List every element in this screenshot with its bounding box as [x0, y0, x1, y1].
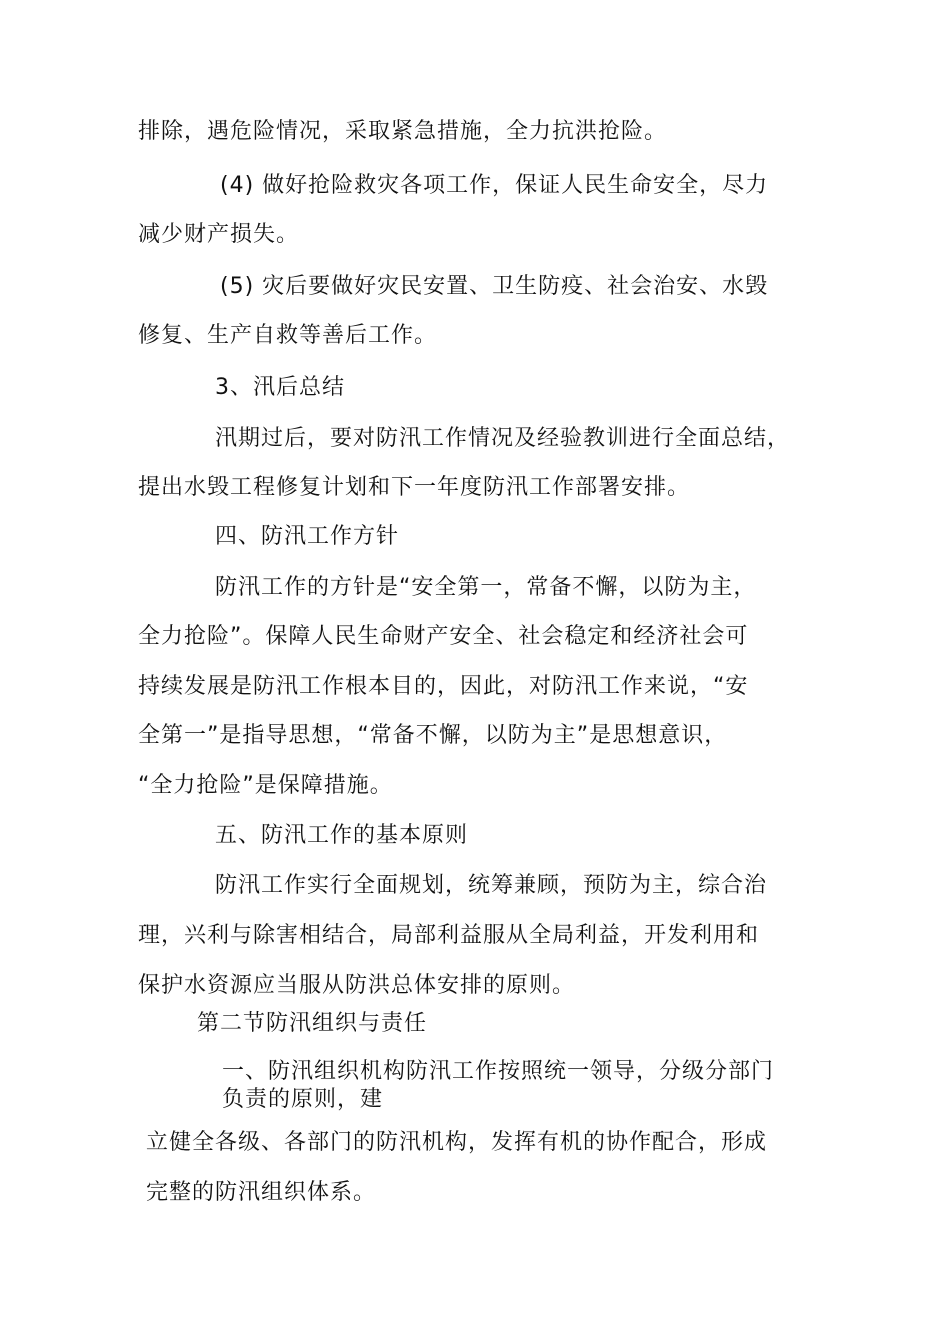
section-heading: 五、防汛工作的基本原则	[215, 823, 469, 848]
section-heading: 四、防汛工作方针	[215, 524, 400, 549]
paragraph-line: 全第一”是指导思想，“常备不懈，以防为主”是思想意识，	[138, 723, 728, 748]
list-item-4-line: (4) 做好抢险救灾各项工作，保证人民生命安全，尽力	[220, 173, 769, 198]
section-heading: 3、汛后总结	[215, 375, 345, 400]
list-item-5-line: (5) 灾后要做好灾民安置、卫生防疫、社会治安、水毁	[220, 274, 769, 299]
paragraph-line: “全力抢险”是保障措施。	[138, 773, 393, 798]
paragraph-line: 保护水资源应当服从防洪总体安排的原则。	[138, 973, 576, 998]
chapter-section-heading: 第二节防汛组织与责任	[197, 1011, 428, 1036]
paragraph-line: 汛期过后，要对防汛工作情况及经验教训进行全面总结，	[215, 426, 791, 451]
list-item-4-line: 减少财产损失。	[138, 222, 300, 247]
paragraph-line: 持续发展是防汛工作根本目的，因此，对防汛工作来说，“安	[138, 674, 749, 699]
paragraph-line: 提出水毁工程修复计划和下一年度防汛工作部署安排。	[138, 475, 691, 500]
paragraph-line: 负责的原则，建	[222, 1087, 384, 1112]
paragraph-line: 排除，遇危险情况，采取紧急措施，全力抗洪抢险。	[138, 119, 668, 144]
paragraph-line: 一、防汛组织机构防汛工作按照统一领导，分级分部门	[222, 1059, 775, 1084]
list-item-5-line: 修复、生产自救等善后工作。	[138, 323, 438, 348]
paragraph-line: 防汛工作实行全面规划，统筹兼顾，预防为主，综合治	[215, 873, 768, 898]
paragraph-line: 立健全各级、各部门的防汛机构，发挥有机的协作配合，形成	[146, 1130, 768, 1155]
paragraph-line: 完整的防汛组织体系。	[146, 1180, 377, 1205]
paragraph-line: 理，兴利与除害相结合，局部利益服从全局利益，开发利用和	[138, 923, 760, 948]
paragraph-line: 防汛工作的方针是“安全第一，常备不懈，以防为主，	[215, 575, 757, 600]
paragraph-line: 全力抢险”。保障人民生命财产安全、社会稳定和经济社会可	[138, 624, 749, 649]
